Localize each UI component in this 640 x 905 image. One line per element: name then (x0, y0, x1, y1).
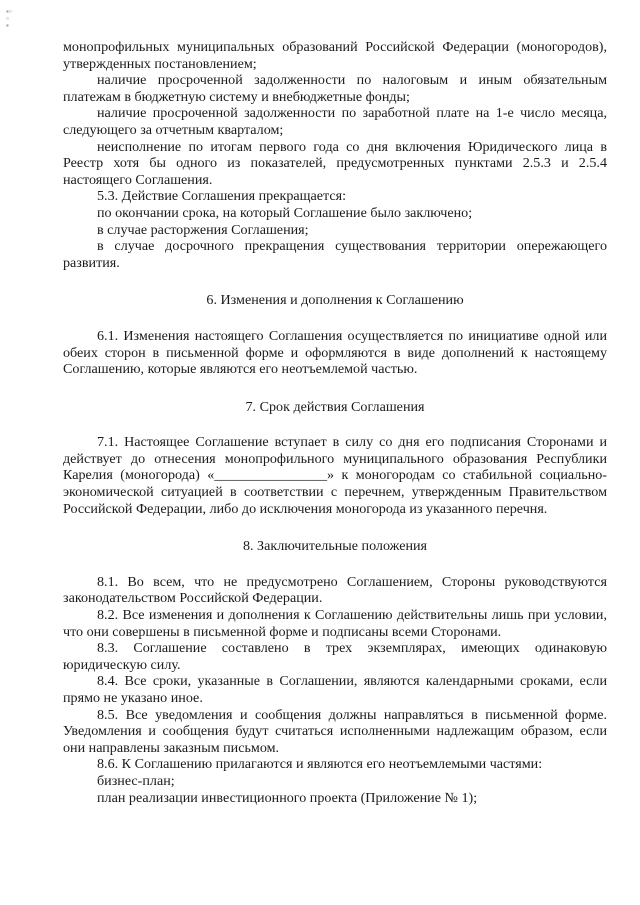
paragraph: неисполнение по итогам первого года со дня включения Юридического лица в Реестр хотя бы одного из показателей, предусмотренных пунктами 2.5.3 и 2.5.4 настоящего Соглашения. (63, 138, 607, 188)
section-heading: 8. Заключительные положения (242, 538, 428, 555)
paragraph: в случае расторжения Соглашения; (97, 221, 309, 238)
paragraph: 6.1. Изменения настоящего Соглашения осуществляется по инициативе одной или обеих сторон в письменной форме и оформляются в виде дополнений к настоящему Соглашению, которые являются его неотъемлемой частью. (63, 327, 607, 378)
paragraph: 8.6. К Соглашению прилагаются и являются его неотъемлемыми частями: (97, 756, 543, 773)
section-heading: 7. Срок действия Соглашения (245, 398, 425, 415)
paragraph: 8.4. Все сроки, указанные в Соглашении, являются календарными сроками, если прямо не указано иное. (63, 673, 607, 706)
paragraph: 8.5. Все уведомления и сообщения должны направляться в письменной форме. Уведомления и сообщения будут считаться исполненными надлежащим образом, если они направлены заказным письмом. (63, 706, 607, 756)
paragraph: 5.3. Действие Соглашения прекращается: (97, 188, 346, 205)
paragraph: наличие просроченной задолженности по налоговым и иным обязательным платежам в бюджетную систему и внебюджетные фонды; (63, 72, 607, 105)
paragraph: бизнес-план; (97, 772, 175, 789)
paragraph: 7.1. Настоящее Соглашение вступает в силу со дня его подписания Сторонами и действует до отнесения монопрофильного муниципального образования Республики Карелия (моногорода) «________________» к моногородам со стабильной социально-экономической ситуацией в соответствии с перечнем, утвержденным Правительством Российской Федерации, либо до исключения моногорода из указанного перечня. (63, 434, 607, 517)
paragraph: 8.1. Во всем, что не предусмотрено Соглашением, Стороны руководствуются законодательством Российской Федерации. (63, 573, 607, 607)
document-body (63, 39, 607, 806)
paragraph: наличие просроченной задолженности по заработной плате на 1-е число месяца, следующего за отчетным кварталом; (63, 105, 607, 138)
paragraph: план реализации инвестиционного проекта (Приложение № 1); (97, 789, 478, 806)
paragraph: по окончании срока, на который Соглашение было заключено; (97, 204, 473, 221)
paragraph: монопрофильных муниципальных образований Российской Федерации (моногородов), утвержденных постановлением; (63, 39, 607, 72)
paragraph: в случае досрочного прекращения существования территории опережающего развития. (63, 238, 607, 271)
paragraph: 8.3. Соглашение составлено в трех экземплярах, имеющих одинаковую юридическую силу. (63, 640, 607, 673)
paragraph: 8.2. Все изменения и дополнения к Соглашению действительны лишь при условии, что они совершены в письменной форме и подписаны всеми Сторонами. (63, 607, 607, 640)
section-heading: 6. Изменения и дополнения к Соглашению (206, 292, 464, 309)
scan-artifact-mark: ▪▫ ▫ ▪ (6, 7, 12, 30)
